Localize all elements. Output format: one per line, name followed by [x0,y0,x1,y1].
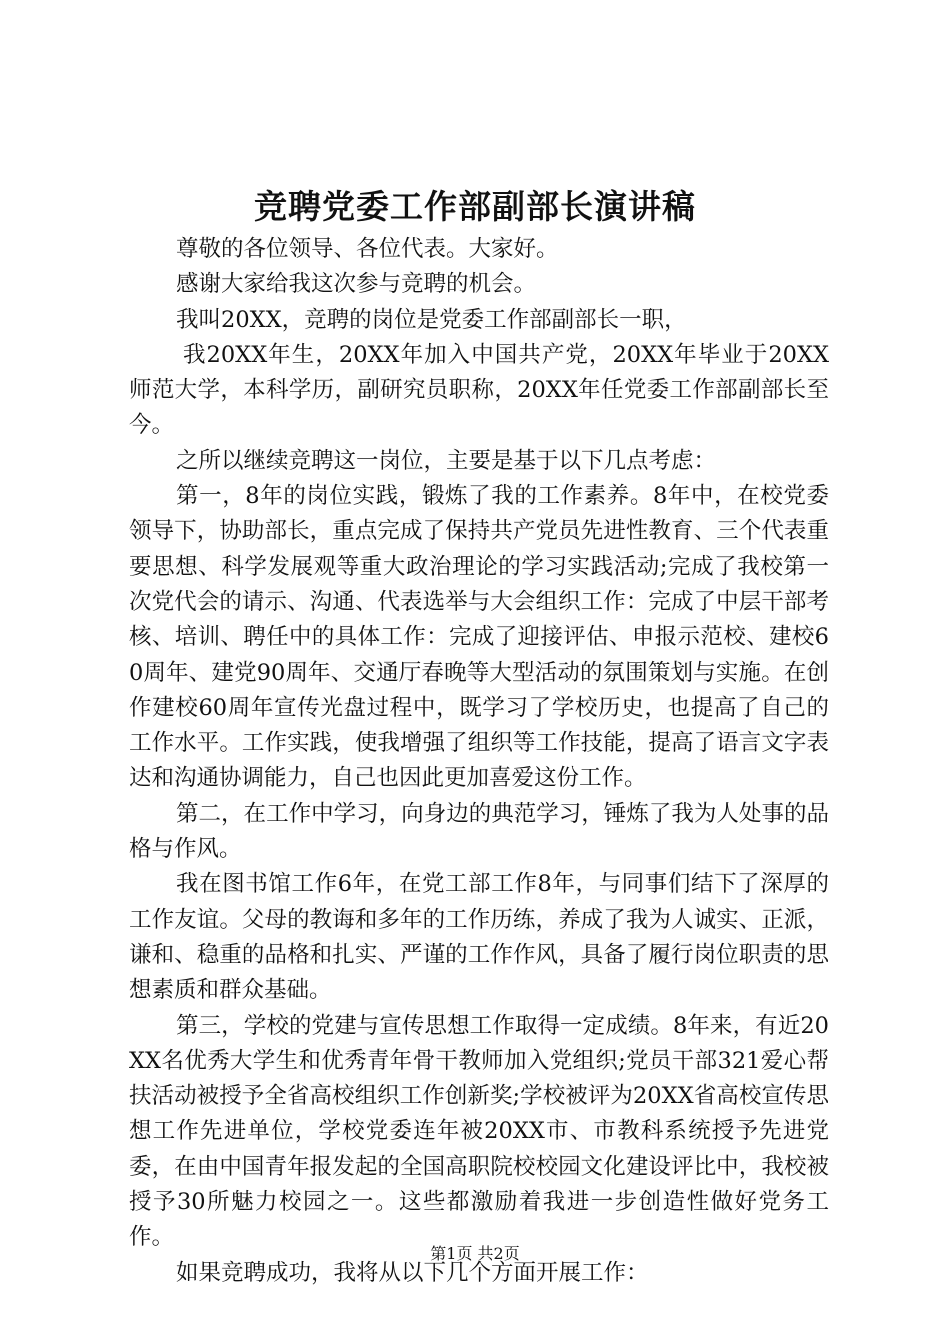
paragraph-background: 我20XX年生，20XX年加入中国共产党，20XX年毕业于20XX师范大学，本科学历，副研究员职称，20XX年任党委工作部副部长至今。 [129,341,829,439]
paragraph-work-history: 我在图书馆工作6年，在党工部工作8年，与同事们结下了深厚的工作友谊。父母的教诲和多年的工作历练，养成了我为人诚实、正派，谦和、稳重的品格和扎实、严谨的工作作风，具备了履行岗位职责的思想素质和群众基础。 [129,871,829,1004]
document-title: 竞聘党委工作部副部长演讲稿 [254,187,696,226]
paragraph-reasons-intro: 之所以继续竞聘这一岗位，主要是基于以下几点考虑： [176,447,717,474]
paragraph-greeting: 尊敬的各位领导、各位代表。大家好。 [176,236,559,262]
paragraph-second-reason: 第二，在工作中学习，向身边的典范学习，锤炼了我为人处事的品格与作风。 [129,800,829,863]
page-footer: 第1页 共2页 [430,1244,520,1263]
paragraph-thanks: 感谢大家给我这次参与竞聘的机会。 [176,271,537,298]
paragraph-introduction: 我叫20XX，竞聘的岗位是党委工作部副部长一职， [176,306,687,333]
paragraph-third-reason: 第三，学校的党建与宣传思想工作取得一定成绩。8年来，有近20XX名优秀大学生和优秀青年骨干教师加入党组织;党员干部321爱心帮扶活动被授予全省高校组织工作创新奖;学校被评为20XX省高校宣传思想工作先进单位，学校党委连年被20XX市、市教科系统授予先进党委，在由中国青年报发起的全国高职院校校园文化建设评比中，我校被授予30所魅力校园之一。这些都激励着我进一步创造性做好党务工作。 [129,1012,829,1251]
paragraph-plan-intro: 如果竞聘成功，我将从以下几个方面开展工作： [176,1259,649,1286]
paragraph-first-reason: 第一，8年的岗位实践，锻炼了我的工作素养。8年中，在校党委领导下，协助部长，重点完成了保持共产党员先进性教育、三个代表重要思想、科学发展观等重大政治理论的学习实践活动;完成了我校第一次党代会的请示、沟通、代表选举与大会组织工作：完成了中层干部考核、培训、聘任中的具体工作：完成了迎接评估、申报示范校、建校60周年、建党90周年、交通厅春晚等大型活动的氛围策划与实施。在创作建校60周年宣传光盘过程中，既学习了学校历史，也提高了自己的工作水平。工作实践，使我增强了组织等工作技能，提高了语言文字表达和沟通协调能力，自己也因此更加喜爱这份工作。 [129,483,829,792]
document-body [129,232,829,1291]
